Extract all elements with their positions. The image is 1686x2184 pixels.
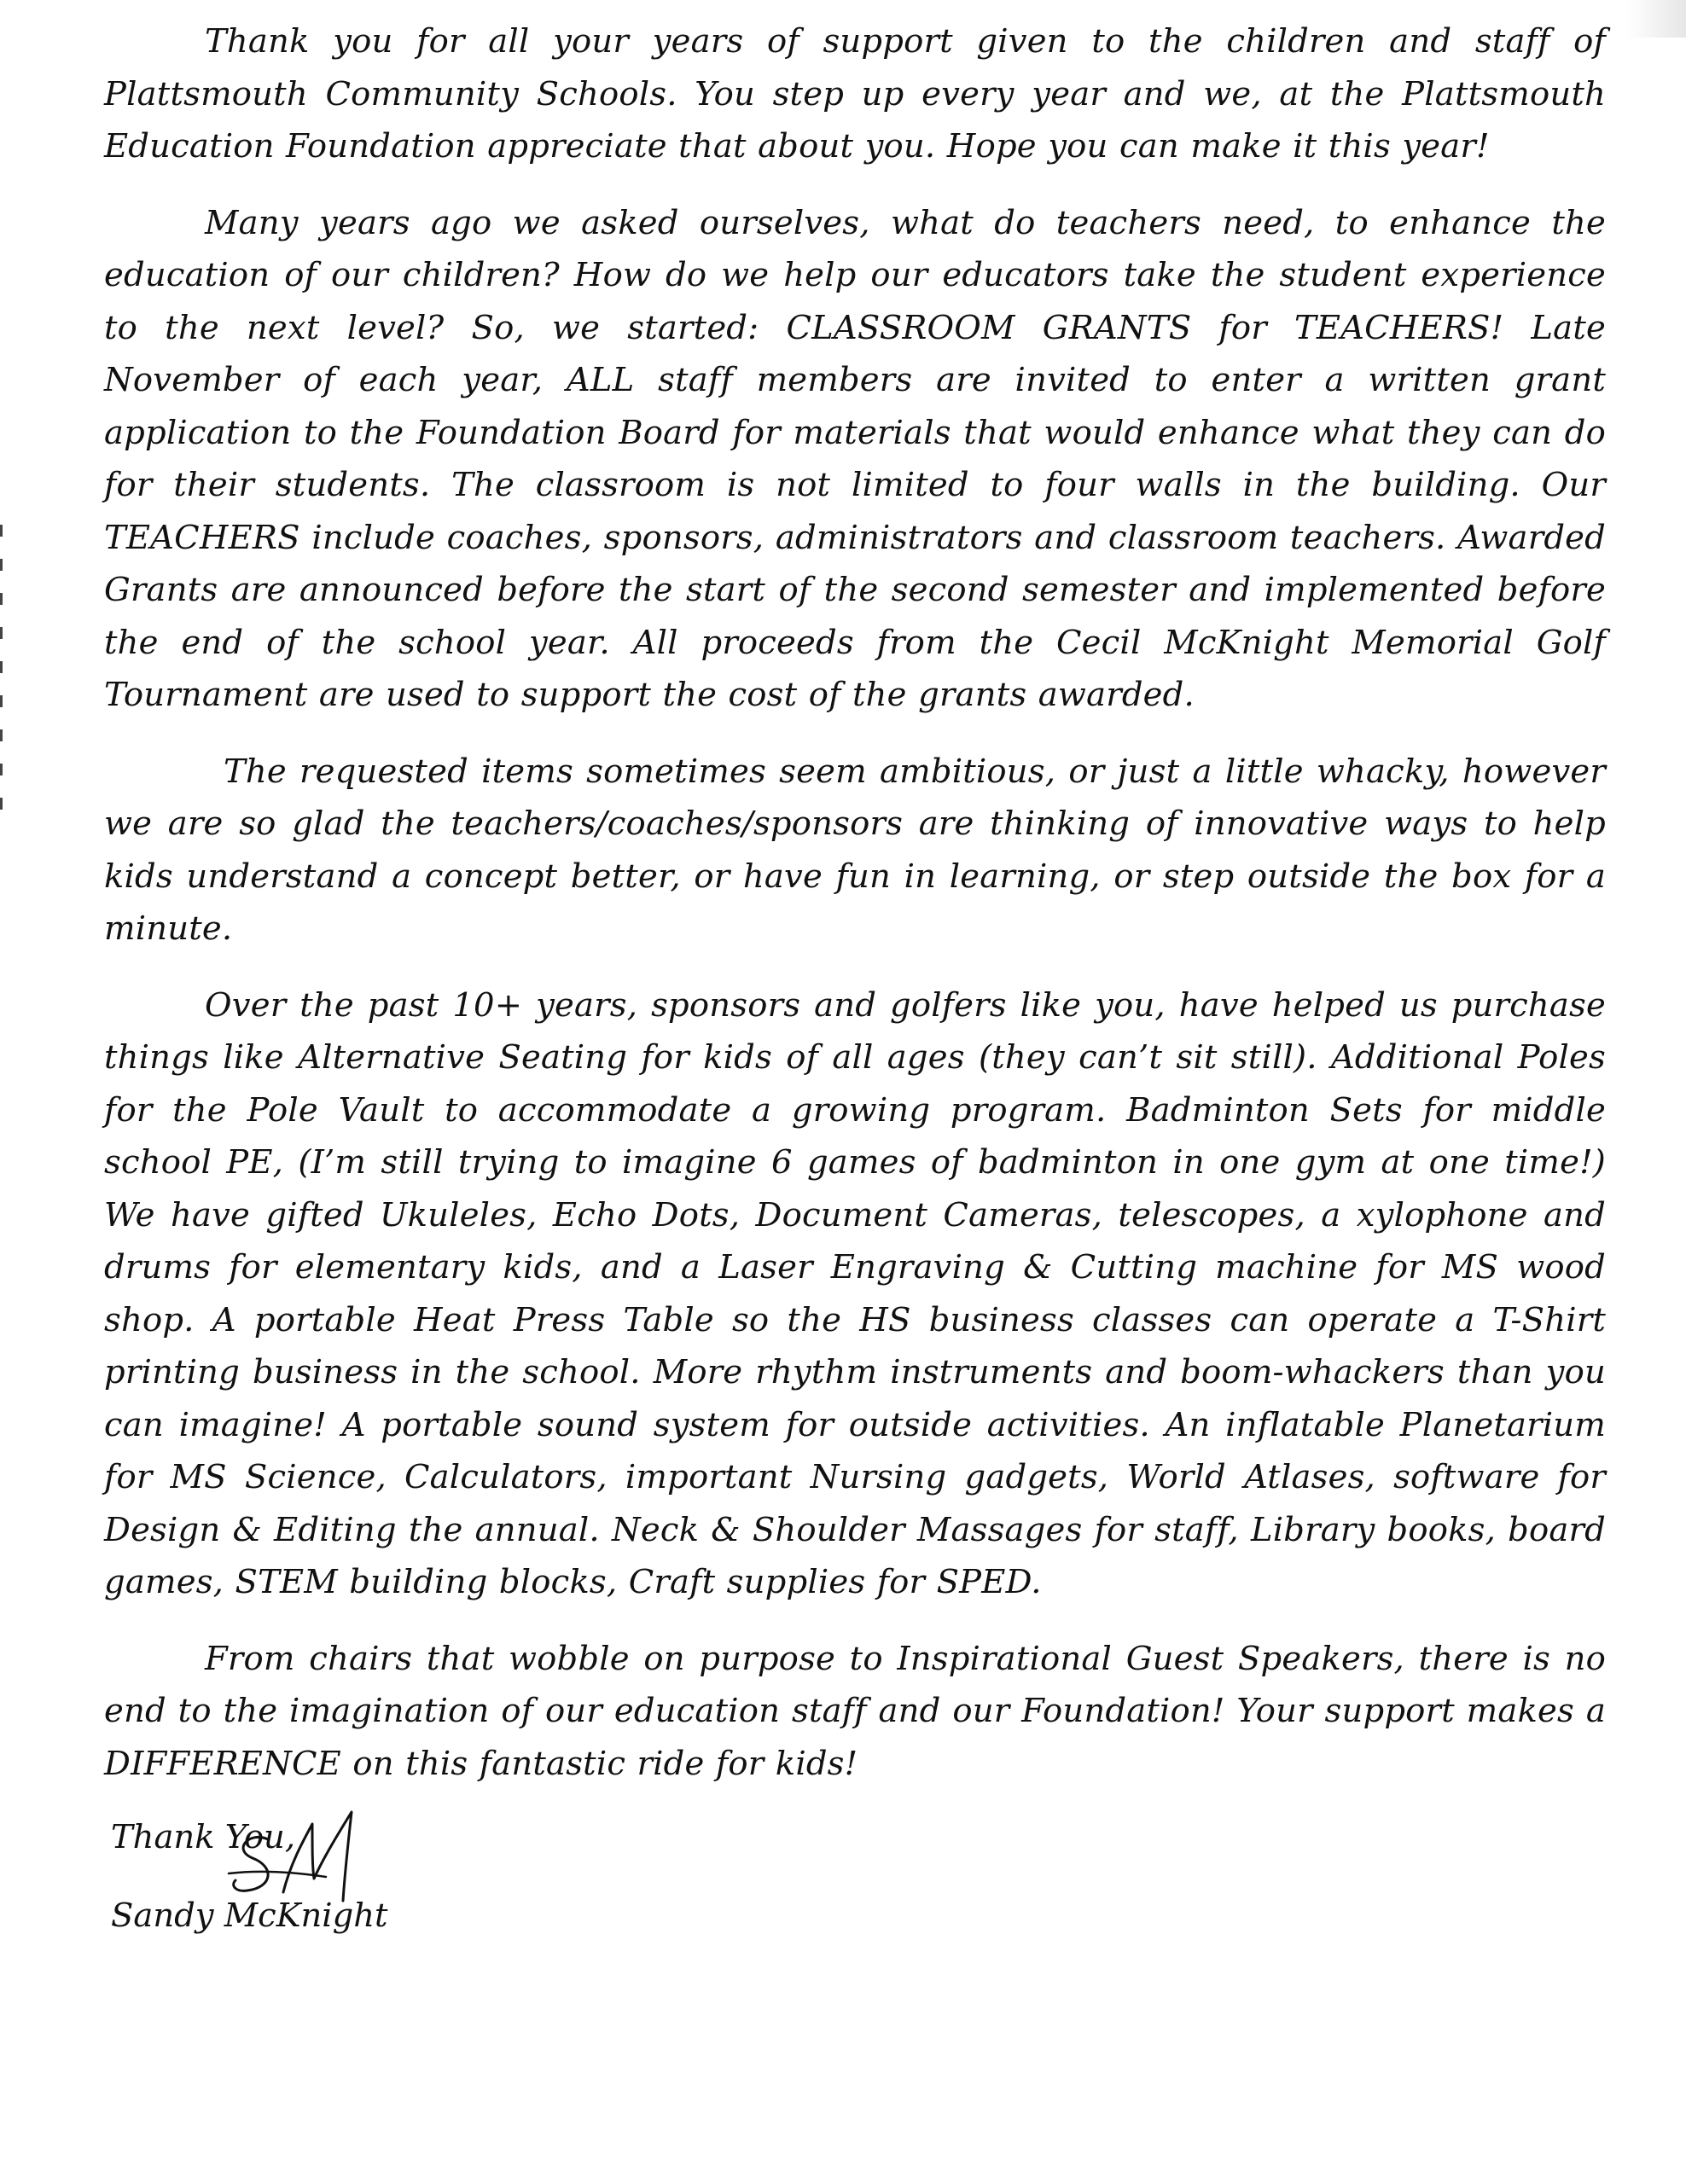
- paragraph-past-purchases: Over the past 10+ years, sponsors and golfers like you, have helped us purchase things like Alternative Seating for kids of all ages (they can’t sit still). Additional Poles for the Pole Vault to accommodate a growing program. Badminton Sets for middle school PE, (I’m still trying to imagine 6 games of badminton in one gym at one time!) We have gifted Ukuleles, Echo Dots, Document Cameras, telescopes, a xylophone and drums for elementary kids, and a Laser Engraving & Cutting machine for MS wood shop. A portable Heat Press Table so the HS business classes can operate a T-Shirt printing business in the school. More rhythm instruments and boom-whackers than you can imagine! A portable sound system for outside activities. An inflatable Planetarium for MS Science, Calculators, important Nursing gadgets, World Atlases, software for Design & Editing the annual. Neck & Shoulder Massages for staff, Library books, board games, STEM building blocks, Craft supplies for SPED.: [104, 985, 1606, 1601]
- paragraph-requested-items: The requested items sometimes seem ambitious, or just a little whacky, however we are so glad the teachers/coaches/sponsors are thinking of innovative ways to help kids understand a concept better, or have fun in learning, or step outside the box for a minute.: [104, 752, 1606, 948]
- paragraph-closing-remarks: From chairs that wobble on purpose to Inspirational Guest Speakers, there is no end to the imagination of our education staff and our Foundation! Your support makes a DIFFERENCE on this fantastic ride for kids!: [104, 1639, 1606, 1783]
- handwritten-signature: [224, 1805, 369, 1916]
- signer-name: Sandy McKnight: [111, 1896, 388, 1935]
- closing-salutation: Thank You,: [111, 1818, 296, 1856]
- scan-edge-shadow: [1626, 0, 1686, 38]
- paragraph-thanks: Thank you for all your years of support given to the children and staff of Plattsmouth Community Schools. You step up every year and we, at the Plattsmouth Education Foundation appreciate that about you. Hope you can make it this year!: [104, 22, 1606, 166]
- margin-binding-marks: [0, 525, 5, 832]
- paragraph-classroom-grants: Many years ago we asked ourselves, what do teachers need, to enhance the education of our children? How do we help our educators take the student experience to the next level? So, we started: CLASSROOM GRANTS for TEACHERS! Late November of each year, ALL staff members are invited to enter a written grant application to the Foundation Board for materials that would enhance what they can do for their students. The classroom is not limited to four walls in the building. Our TEACHERS include coaches, sponsors, administrators and classroom teachers. Awarded Grants are announced before the start of the second semester and implemented before the end of the school year. All proceeds from the Cecil McKnight Memorial Golf Tournament are used to support the cost of the grants awarded.: [104, 203, 1606, 714]
- letter-body: [104, 15, 1606, 1814]
